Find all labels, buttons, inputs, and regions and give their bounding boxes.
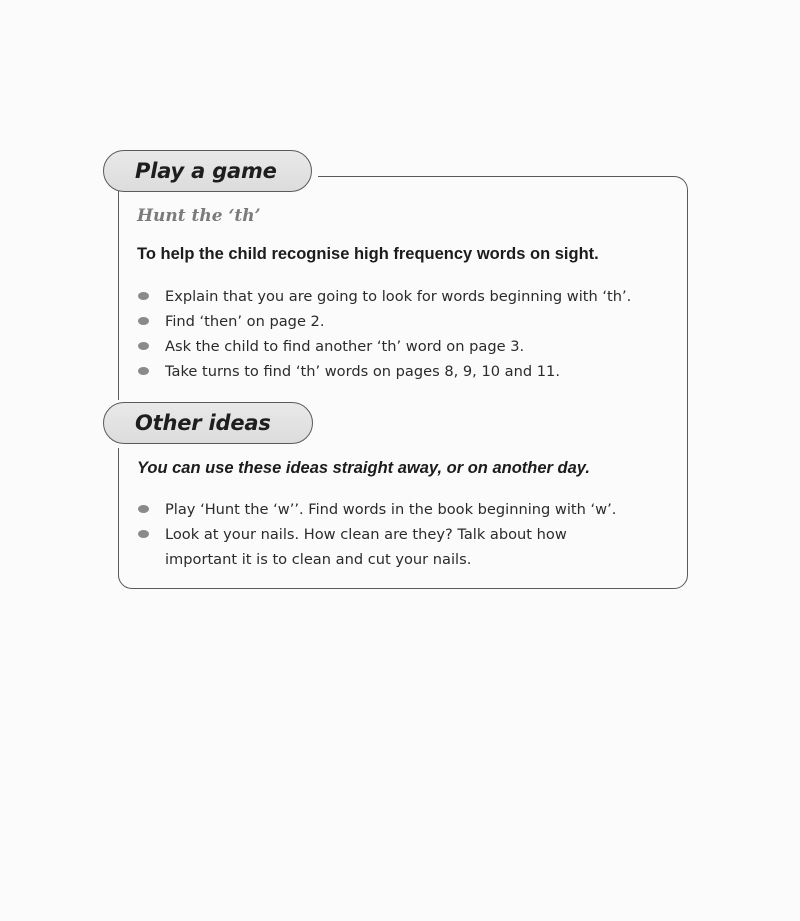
bullet-icon [138,292,149,300]
game-aim: To help the child recognise high frequency words on sight. [137,245,599,263]
other-ideas-title: Other ideas [135,411,271,435]
list-item: Explain that you are going to look for words beginning with ‘th’. [137,284,677,309]
bullet-icon [138,317,149,325]
bullet-icon [138,530,149,538]
other-ideas-bullet-list [137,497,677,572]
other-ideas-tab [103,402,313,444]
list-item: Find ‘then’ on page 2. [137,309,677,334]
play-a-game-tab [103,150,312,192]
list-item: Ask the child to find another ‘th’ word on page 3. [137,334,677,359]
other-ideas-aim: You can use these ideas straight away, or on another day. [137,459,590,477]
list-item: Take turns to find ‘th’ words on pages 8, 9, 10 and 11. [137,359,677,384]
game-subheading: Hunt the ‘th’ [137,206,261,226]
list-item: Look at your nails. How clean are they? Talk about how important it is to clean and cut your nails. [137,522,677,572]
game-bullet-list [137,284,677,384]
bullet-icon [138,342,149,350]
bullet-icon [138,367,149,375]
play-a-game-title: Play a game [135,159,277,183]
list-item: Play ‘Hunt the ‘w’’. Find words in the book beginning with ‘w’. [137,497,677,522]
bullet-icon [138,505,149,513]
